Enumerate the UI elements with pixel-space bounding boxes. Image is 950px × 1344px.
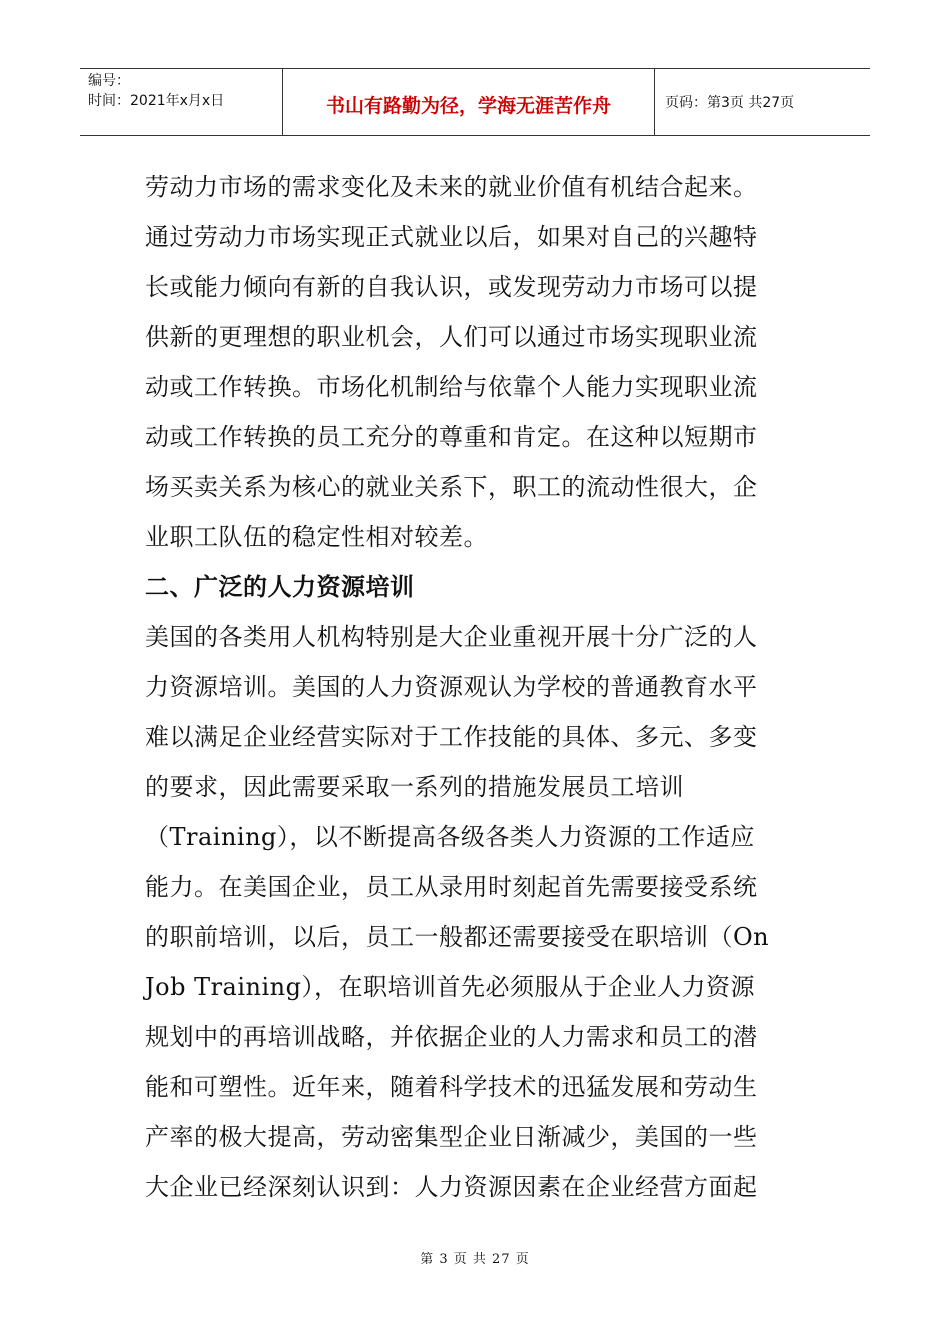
document-number-label: 编号： [88, 73, 130, 89]
body-line: 动或工作转换。市场化机制给与依靠个人能力实现职业流 [145, 373, 758, 401]
body-line: 难以满足企业经营实际对于工作技能的具体、多元、多变 [145, 723, 758, 751]
body-line: 业职工队伍的稳定性相对较差。 [145, 523, 488, 551]
header-meta [80, 69, 283, 135]
body-line: 美国的各类用人机构特别是大企业重视开展十分广泛的人 [145, 623, 758, 651]
body-line: 力资源培训。美国的人力资源观认为学校的普通教育水平 [145, 673, 758, 701]
body-line: 的职前培训，以后，员工一般都还需要接受在职培训（On [145, 923, 770, 951]
page-footer: 第 3 页 共 27 页 [420, 1252, 530, 1267]
body-line: Job Training），在职培训首先必须服从于企业人力资源 [145, 973, 755, 1001]
body-line: 产率的极大提高，劳动密集型企业日渐减少，美国的一些 [145, 1123, 758, 1151]
body-line: （Training），以不断提高各级各类人力资源的工作适应 [145, 823, 755, 851]
body-line: 能和可塑性。近年来，随着科学技术的迅猛发展和劳动生 [145, 1073, 758, 1101]
body-line: 供新的更理想的职业机会，人们可以通过市场实现职业流 [145, 323, 758, 351]
body-line: 场买卖关系为核心的就业关系下，职工的流动性很大，企 [145, 473, 758, 501]
body-line: 长或能力倾向有新的自我认识，或发现劳动力市场可以提 [145, 273, 758, 301]
body-line: 动或工作转换的员工充分的尊重和肯定。在这种以短期市 [145, 423, 758, 451]
header-motto: 书山有路勤为径，学海无涯苦作舟 [283, 69, 655, 135]
section-heading: 二、广泛的人力资源培训 [145, 573, 415, 601]
document-body [145, 162, 790, 1212]
body-line: 通过劳动力市场实现正式就业以后，如果对自己的兴趣特 [145, 223, 758, 251]
document-time-label: 时间：2021年x月x日 [88, 93, 225, 109]
body-line: 能力。在美国企业，员工从录用时刻起首先需要接受系统 [145, 873, 758, 901]
body-line: 规划中的再培训战略，并依据企业的人力需求和员工的潜 [145, 1023, 758, 1051]
header-page-number: 页码：第3页 共27页 [665, 95, 795, 111]
body-line: 的要求，因此需要采取一系列的措施发展员工培训 [145, 773, 684, 801]
body-line: 劳动力市场的需求变化及未来的就业价值有机结合起来。 [145, 173, 758, 201]
body-line: 大企业已经深刻认识到：人力资源因素在企业经营方面起 [145, 1173, 758, 1201]
page-header [80, 68, 870, 136]
